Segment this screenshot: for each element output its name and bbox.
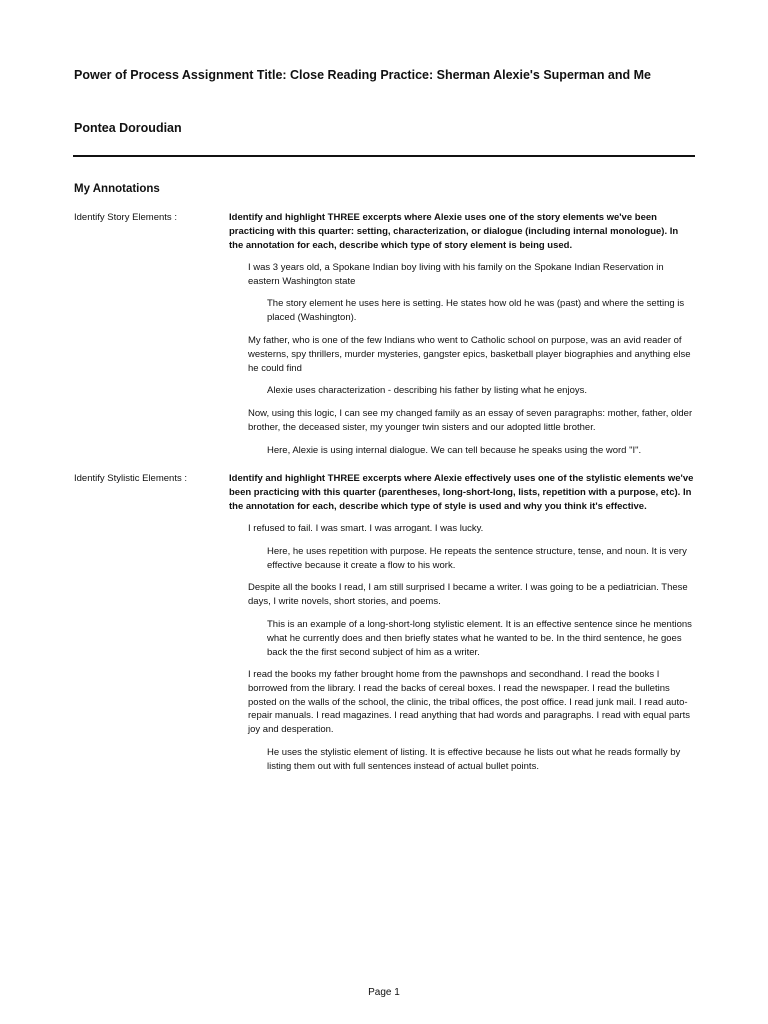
stylistic-annotation-2: This is an example of a long-short-long stylistic element. It is an effective sentence since he mentions what he currently does and then briefly states what he wanted to be. In the third sentence, he goes back the the first second subject of him as a writer. [267,619,692,658]
story-annotation-2: Alexie uses characterization - describing his father by listing what he enjoys. [267,385,587,396]
story-annotation-1: The story element he uses here is setting. He states how old he was (past) and where the setting is placed (Washington). [267,298,685,323]
stylistic-annotation-1: Here, he uses repetition with purpose. He repeats the sentence structure, tense, and noun. It is very effective because it create a flow to his work. [267,546,687,571]
story-excerpt-2: My father, who is one of the few Indians who went to Catholic school on purpose, was an avid reader of westerns, spy thrillers, murder mysteries, gangster epics, basketball player biographies and anything else he could find [248,335,691,374]
stylistic-elements-prompt: Identify and highlight THREE excerpts where Alexie effectively uses one of the stylistic elements we've been practicing with this quarter (parentheses, long-short-long, lists, repetition with a purpose, etc). In the annotation for each, describe which type of style is used and why you think it's effective. [229,473,694,512]
section-heading: My Annotations [74,183,160,195]
stylistic-excerpt-1: I refused to fail. I was smart. I was arrogant. I was lucky. [248,523,484,534]
story-elements-prompt: Identify and highlight THREE excerpts where Alexie uses one of the story elements we've been practicing with this quarter: setting, characterization, or dialogue (including internal monologue). In the annotation for each, describe which type of story element is being used. [229,212,679,251]
story-annotation-3: Here, Alexie is using internal dialogue. We can tell because he speaks using the word "I". [267,445,642,456]
stylistic-annotation-3: He uses the stylistic element of listing. It is effective because he lists out what he reads formally by listing them out with full sentences instead of actual bullet points. [267,747,681,772]
stylistic-elements-label: Identify Stylistic Elements : [74,473,187,484]
horizontal-divider [73,155,695,157]
stylistic-excerpt-3: I read the books my father brought home from the pawnshops and secondhand. I read the books I borrowed from the library. I read the backs of cereal boxes. I read the newspaper. I read the bulletins posted on the walls of the school, the clinic, the tribal offices, the post office. I read junk mail. I read auto-repair manuals. I read magazines. I read anything that had words and paragraphs. I read with equal parts joy and desperation. [248,669,691,736]
page-title: Power of Process Assignment Title: Close Reading Practice: Sherman Alexie's Superman and Me [74,68,651,82]
stylistic-excerpt-2: Despite all the books I read, I am still surprised I became a writer. I was going to be a pediatrician. These days, I write novels, short stories, and poems. [248,582,688,607]
page-number: Page 1 [368,987,400,998]
author-name: Pontea Doroudian [74,121,182,135]
story-excerpt-3: Now, using this logic, I can see my changed family as an essay of seven paragraphs: mother, father, older brother, the deceased sister, my younger twin sisters and our adopted little brother. [248,408,693,433]
story-excerpt-1: I was 3 years old, a Spokane Indian boy living with his family on the Spokane Indian Reservation in eastern Washington state [248,262,664,287]
story-elements-label: Identify Story Elements : [74,212,177,223]
